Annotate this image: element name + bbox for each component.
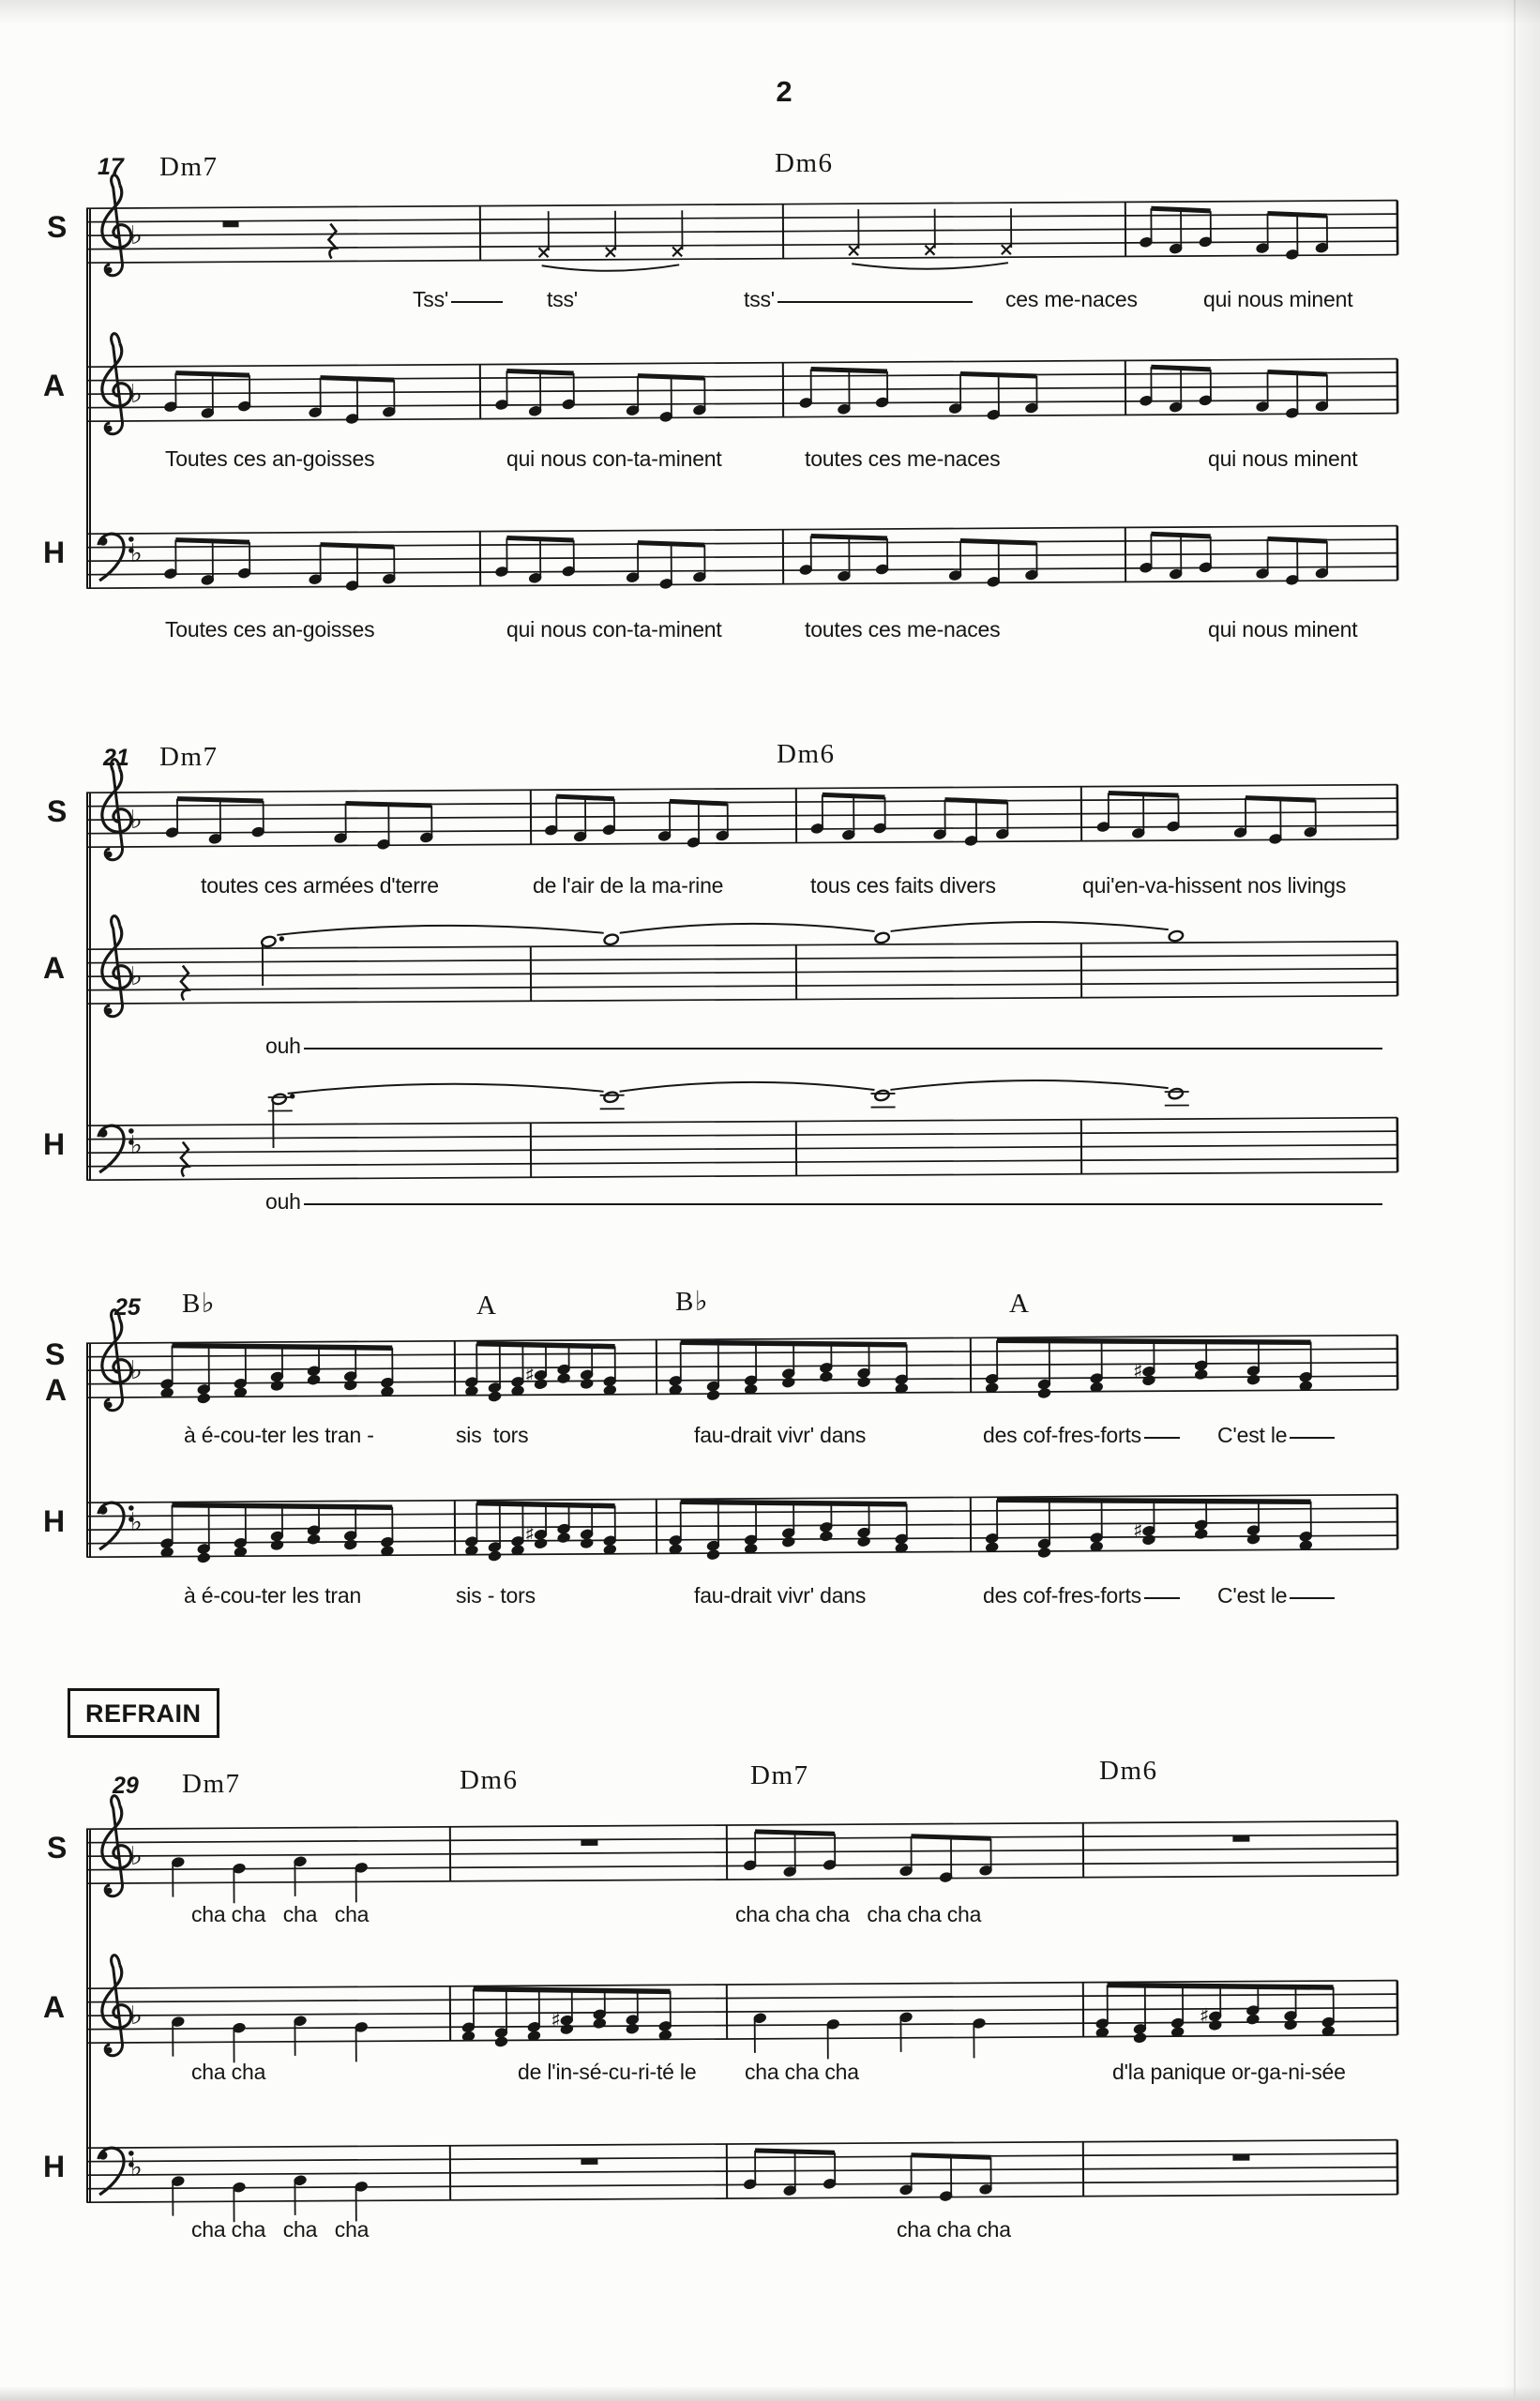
lyric-text: de l'air de la ma-rine bbox=[533, 873, 724, 898]
lyric-text: tous ces faits divers bbox=[810, 873, 996, 898]
chord-symbol: Dm6 bbox=[777, 739, 836, 769]
voice-label-H: H bbox=[43, 1127, 66, 1161]
lyric-text: toutes ces armées d'terre bbox=[201, 873, 439, 898]
key-signature-flat: ♭ bbox=[129, 1507, 143, 1537]
voice-label-H: H bbox=[43, 1504, 66, 1538]
lyric-text: cha cha bbox=[191, 2060, 266, 2084]
chord-symbol: Dm6 bbox=[460, 1765, 519, 1795]
sharp-sign: ♯ bbox=[1199, 2004, 1210, 2029]
treble-clef-icon bbox=[101, 1955, 131, 2055]
key-signature-flat: ♭ bbox=[129, 220, 143, 250]
sharp-sign: ♯ bbox=[1132, 1519, 1143, 1544]
lyric-segment bbox=[897, 2217, 1011, 2242]
lyric-text: qui nous minent bbox=[1203, 287, 1353, 311]
lyric-text: d'la panique or-ga-ni-sée bbox=[1112, 2060, 1346, 2084]
sharp-sign: ♯ bbox=[1132, 1360, 1143, 1384]
voice-label-S: S bbox=[47, 1831, 68, 1865]
lyric-text: fau-drait vivr' dans bbox=[694, 1423, 867, 1447]
key-signature-flat: ♭ bbox=[129, 538, 143, 568]
lyric-segment bbox=[735, 1902, 981, 1927]
lyric-text: cha cha cha bbox=[745, 2060, 859, 2084]
lyric-segment bbox=[191, 1902, 369, 1927]
lyric-segment bbox=[518, 2060, 696, 2085]
key-signature-flat: ♭ bbox=[129, 379, 143, 409]
key-signature-flat: ♭ bbox=[129, 1130, 143, 1160]
lyric-text: qui nous minent bbox=[1208, 446, 1358, 471]
chord-symbol: Dm6 bbox=[775, 148, 834, 178]
key-signature-flat: ♭ bbox=[129, 2152, 143, 2182]
lyric-text: ces me-naces bbox=[1005, 287, 1138, 311]
chord-symbol: Dm7 bbox=[750, 1760, 809, 1790]
lyric-text: sis - tors bbox=[456, 1583, 536, 1608]
lyric-text: à é-cou-ter les tran - bbox=[184, 1423, 374, 1447]
sharp-sign: ♯ bbox=[551, 2009, 562, 2033]
measure-number: 25 bbox=[114, 1294, 141, 1321]
measure-number: 29 bbox=[113, 1773, 139, 1799]
lyric-text: tss' bbox=[547, 287, 578, 311]
lyric-text: cha cha cha cha bbox=[191, 1902, 370, 1926]
voice-label-S: S bbox=[45, 1337, 66, 1371]
lyric-text: ouh bbox=[265, 1034, 301, 1058]
voice-label-H: H bbox=[43, 2150, 66, 2183]
chord-symbol: B♭ bbox=[675, 1287, 710, 1317]
lyric-segment bbox=[191, 2060, 265, 2085]
key-signature-flat: ♭ bbox=[129, 805, 143, 835]
lyric-text: cha cha cha bbox=[897, 2217, 1011, 2242]
key-signature-flat: ♭ bbox=[129, 961, 143, 991]
chord-symbol: Dm7 bbox=[159, 742, 219, 772]
lyric-text: toutes ces me-naces bbox=[805, 446, 1001, 471]
key-signature-flat: ♭ bbox=[129, 1841, 143, 1871]
lyric-segment bbox=[1112, 2060, 1346, 2085]
lyric-text: des cof-fres-forts bbox=[983, 1583, 1141, 1608]
staff-29-H bbox=[85, 2089, 1411, 2271]
chord-symbol: Dm6 bbox=[1099, 1756, 1158, 1786]
chord-symbol: A bbox=[476, 1291, 498, 1321]
lyric-text: tss' bbox=[744, 287, 775, 311]
refrain-label: REFRAIN bbox=[68, 1688, 219, 1738]
chord-symbol: B♭ bbox=[182, 1289, 217, 1319]
lyric-text: des cof-fres-forts bbox=[983, 1423, 1141, 1447]
chord-symbol: Dm7 bbox=[159, 152, 219, 182]
lyric-text: ouh bbox=[265, 1189, 301, 1214]
voice-label-H: H bbox=[43, 536, 66, 569]
lyric-text: cha cha cha cha cha cha bbox=[735, 1902, 982, 1926]
voice-label-S: S bbox=[47, 210, 68, 244]
chord-symbol: Dm7 bbox=[182, 1769, 241, 1799]
key-signature-flat: ♭ bbox=[129, 2001, 143, 2031]
sharp-sign: ♯ bbox=[524, 1364, 536, 1388]
lyric-text: qui nous con-ta-minent bbox=[506, 617, 722, 642]
lyric-text: toutes ces me-naces bbox=[805, 617, 1001, 642]
voice-label-S: S bbox=[47, 794, 68, 828]
chord-symbol: A bbox=[1009, 1289, 1031, 1319]
lyric-text: fau-drait vivr' dans bbox=[694, 1583, 867, 1608]
key-signature-flat: ♭ bbox=[129, 1355, 143, 1385]
lyric-text: qui nous minent bbox=[1208, 617, 1358, 642]
lyric-text: sis tors bbox=[456, 1423, 529, 1447]
voice-label-A: A bbox=[43, 1990, 66, 2024]
lyric-text: à é-cou-ter les tran bbox=[184, 1583, 362, 1608]
measure-number: 21 bbox=[103, 745, 129, 771]
voice-label-A: A bbox=[45, 1373, 68, 1407]
lyric-text: Tss' bbox=[413, 287, 449, 311]
lyric-text: qui nous con-ta-minent bbox=[506, 446, 722, 471]
lyric-segment bbox=[745, 2060, 859, 2085]
lyric-text: cha cha cha cha bbox=[191, 2217, 370, 2242]
lyric-text: C'est le bbox=[1217, 1423, 1288, 1447]
lyric-text: qui'en-va-hissent nos livings bbox=[1082, 873, 1347, 898]
voice-label-A: A bbox=[43, 369, 66, 402]
voice-label-A: A bbox=[43, 951, 66, 985]
sharp-sign: ♯ bbox=[524, 1523, 536, 1548]
lyric-text: C'est le bbox=[1217, 1583, 1288, 1608]
page-number: 2 bbox=[776, 75, 793, 108]
lyric-text: Toutes ces an-goisses bbox=[165, 617, 375, 642]
lyric-text: Toutes ces an-goisses bbox=[165, 446, 375, 471]
lyric-text: de l'in-sé-cu-ri-té le bbox=[518, 2060, 697, 2084]
treble-clef-icon bbox=[101, 1795, 131, 1895]
lyric-segment bbox=[191, 2217, 369, 2242]
measure-number: 17 bbox=[98, 154, 124, 180]
